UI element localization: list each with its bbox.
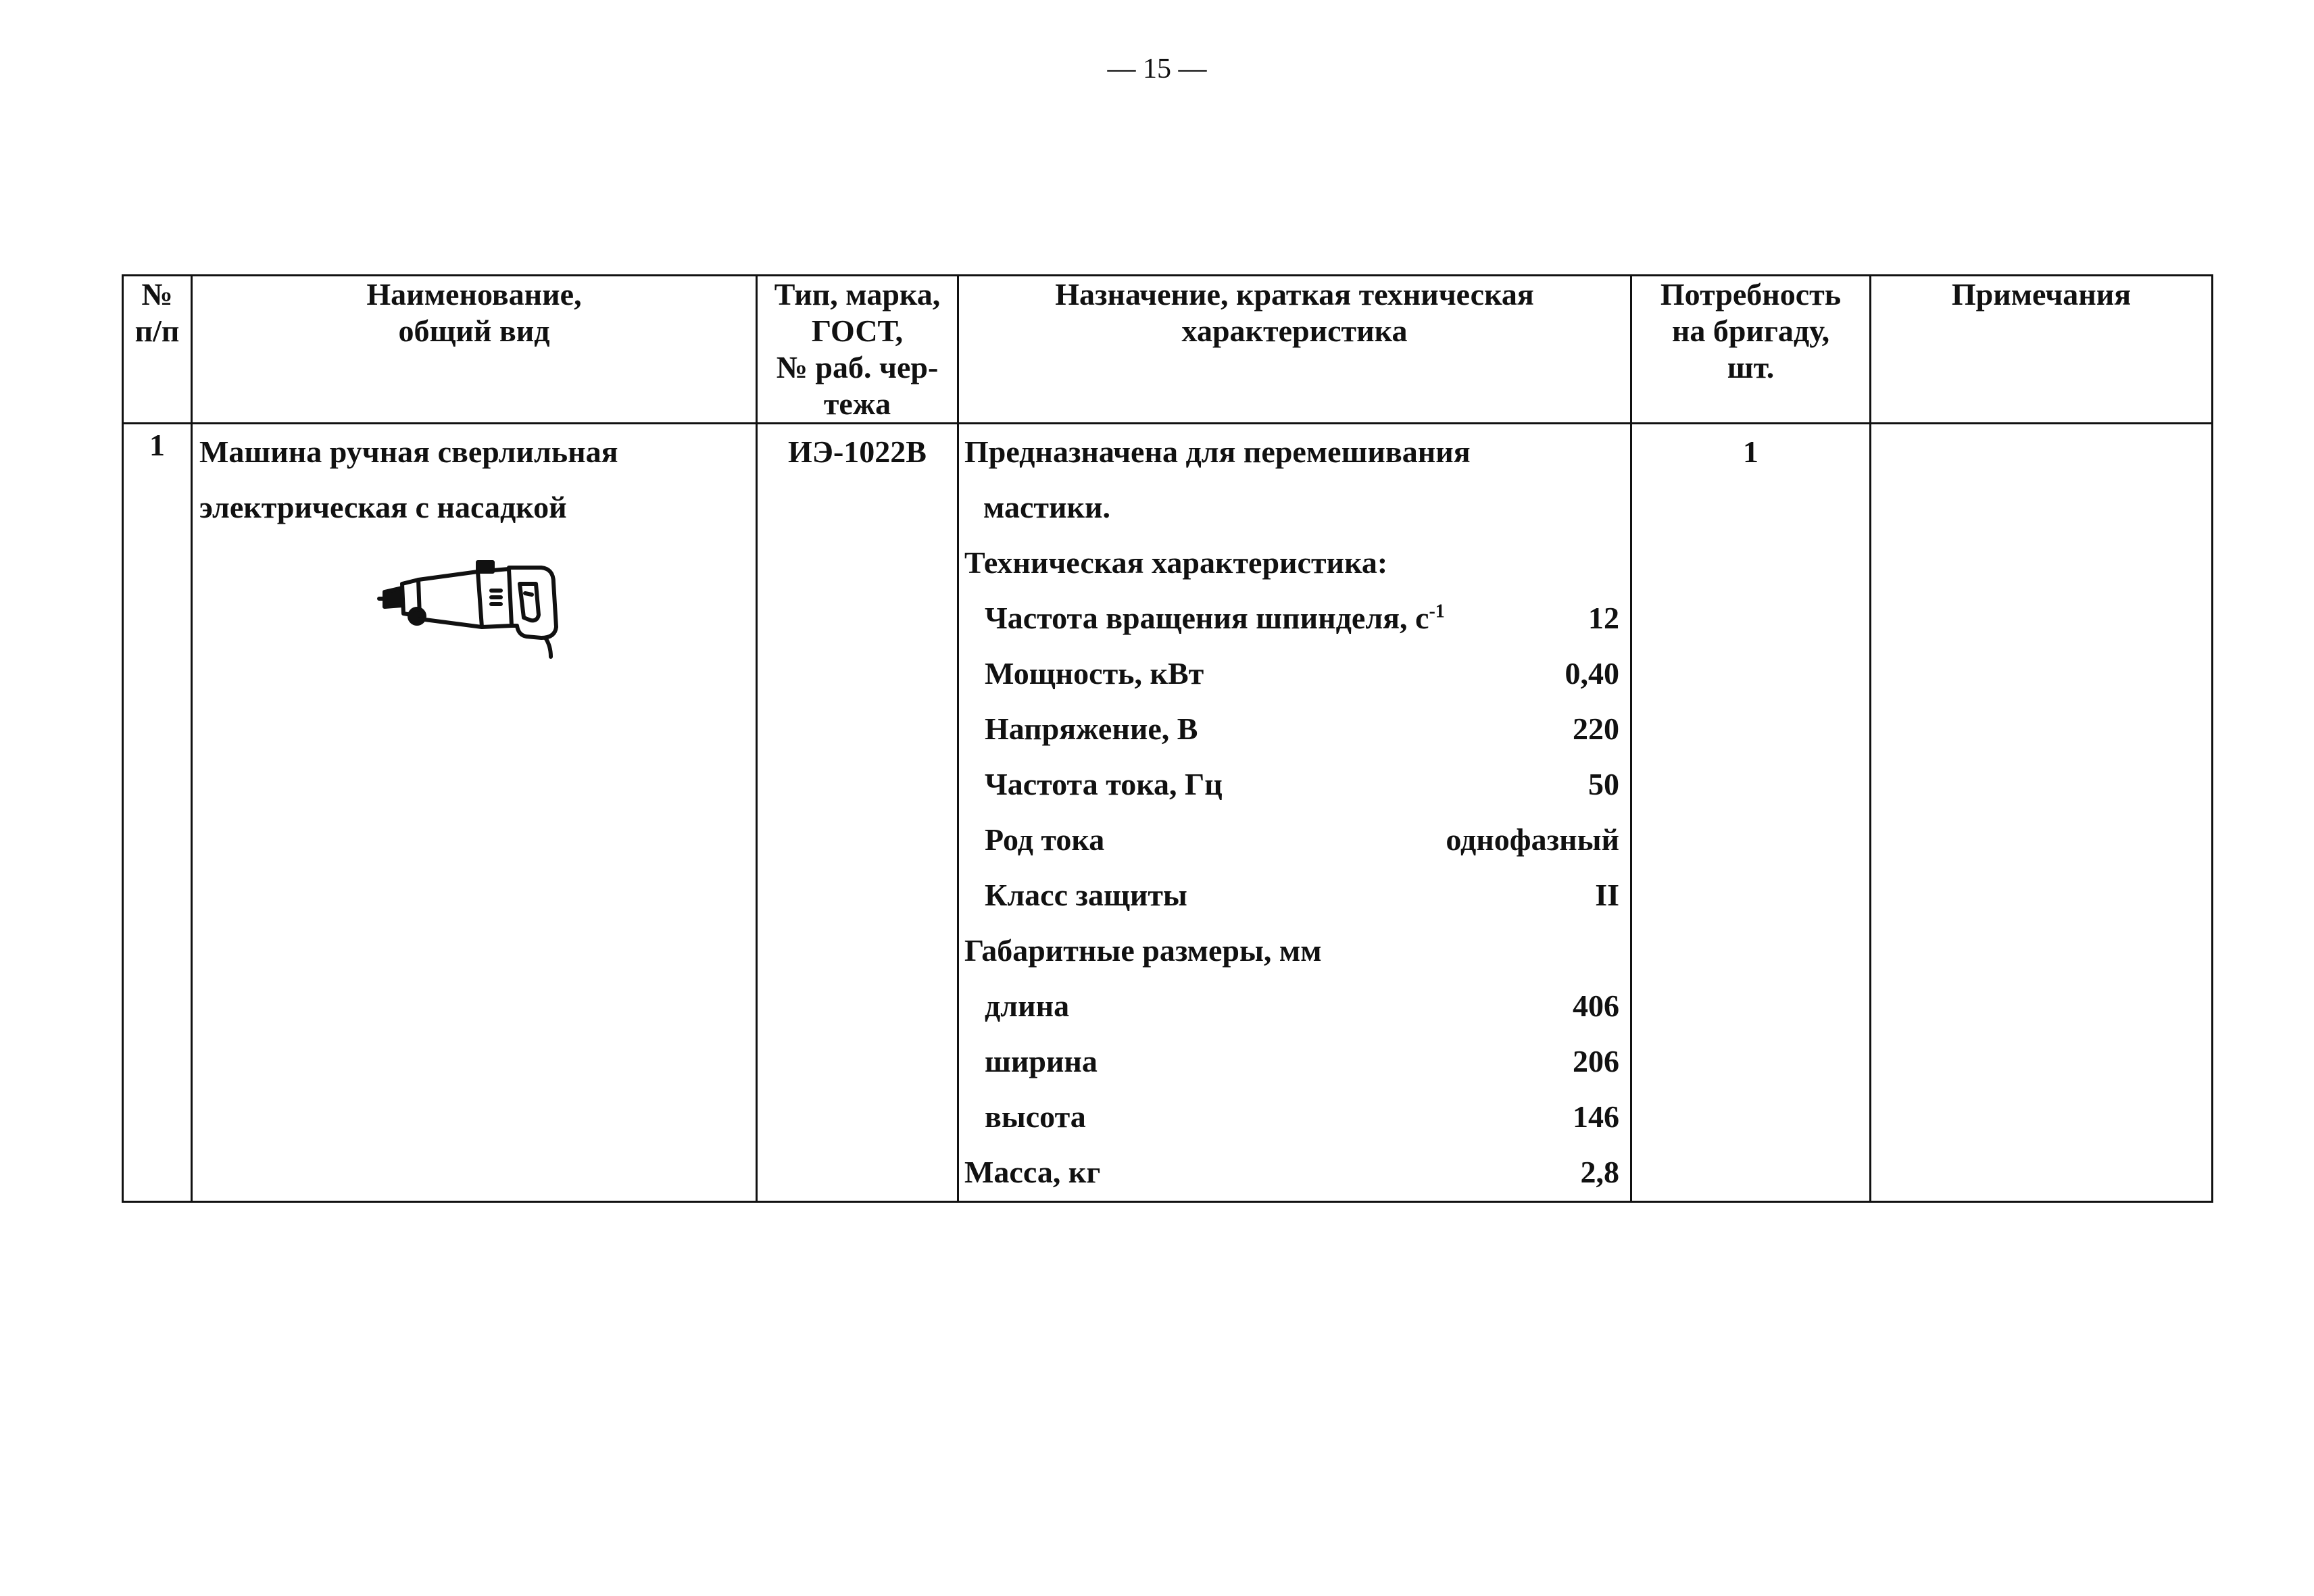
- dim-label: длина: [985, 989, 1070, 1023]
- purpose-line: [964, 424, 1619, 480]
- dim-label: ширина: [985, 1044, 1098, 1078]
- header-name: [192, 276, 757, 424]
- row-type: ИЭ-1022В: [757, 424, 958, 1202]
- spec-line: [964, 812, 1619, 868]
- table-row: [123, 424, 2213, 1202]
- header-need-line: шт.: [1727, 350, 1775, 384]
- mass-line: [964, 1145, 1619, 1200]
- dim-line: [964, 978, 1619, 1034]
- row-notes: [1871, 424, 2213, 1202]
- table-header-row: [123, 276, 2213, 424]
- spec-label: [985, 591, 1445, 646]
- purpose-line: [964, 480, 1619, 535]
- header-num-line: п/п: [134, 314, 180, 348]
- dim-label: высота: [985, 1099, 1086, 1134]
- spec-line: [964, 701, 1619, 757]
- header-type: [757, 276, 958, 424]
- spindle-unit-sup: -1: [1429, 601, 1445, 622]
- spec-value: 50: [1588, 767, 1619, 801]
- header-notes: [1871, 276, 2213, 424]
- spec-value: однофазный: [1446, 822, 1619, 857]
- spec-value: 0,40: [1565, 656, 1619, 691]
- purpose-text: Предназначена для перемешивания: [964, 434, 1471, 469]
- mass-label: Масса, кг: [964, 1155, 1101, 1189]
- spec-line: [964, 591, 1619, 646]
- header-notes-line: Примечания: [1951, 277, 2132, 311]
- dim-value: 146: [1573, 1099, 1619, 1134]
- dim-value: 206: [1573, 1044, 1619, 1078]
- dims-heading: [964, 923, 1619, 978]
- row-num: 1: [123, 424, 192, 1202]
- dims-heading-text: Габаритные размеры, мм: [964, 933, 1322, 968]
- tech-heading-text: Техническая характеристика:: [964, 545, 1388, 580]
- equipment-table: [122, 274, 2213, 1203]
- spec-line: [964, 757, 1619, 812]
- illustration: [199, 551, 756, 667]
- spec-label: Род тока: [985, 822, 1105, 857]
- page-number: — 15 —: [1107, 53, 1207, 84]
- header-num-line: №: [141, 277, 173, 311]
- row-name-line: Машина ручная сверлильная: [199, 434, 618, 469]
- dim-line: [964, 1034, 1619, 1089]
- dim-line: [964, 1089, 1619, 1145]
- electric-drill-icon: [376, 551, 572, 659]
- tech-heading: [964, 535, 1619, 591]
- dim-value: 406: [1573, 989, 1619, 1023]
- spec-label: Частота тока, Гц: [985, 767, 1223, 801]
- purpose-text: мастики.: [983, 490, 1111, 524]
- header-num: [123, 276, 192, 424]
- spec-label: Мощность, кВт: [985, 656, 1204, 691]
- header-purpose-line: характеристика: [1181, 314, 1408, 348]
- header-need-line: на бригаду,: [1671, 314, 1830, 348]
- spec-value: 220: [1573, 712, 1619, 746]
- header-purpose: [958, 276, 1631, 424]
- spindle-label-text: Частота вращения шпинделя, с: [985, 601, 1429, 635]
- mass-value: 2,8: [1580, 1155, 1619, 1189]
- header-type-line: № раб. чер-: [776, 350, 939, 384]
- spec-line: [964, 868, 1619, 923]
- row-need: 1: [1631, 424, 1871, 1202]
- header-name-line: общий вид: [398, 314, 550, 348]
- header-name-line: Наименование,: [366, 277, 582, 311]
- spec-label: Класс защиты: [985, 878, 1187, 912]
- spec-value: 12: [1588, 601, 1619, 635]
- header-purpose-line: Назначение, краткая техническая: [1055, 277, 1534, 311]
- header-need: [1631, 276, 1871, 424]
- row-purpose: [958, 424, 1631, 1202]
- header-type-line: Тип, марка,: [774, 277, 941, 311]
- header-type-line: ГОСТ,: [811, 314, 904, 348]
- header-need-line: Потребность: [1660, 277, 1842, 311]
- row-name-line: электрическая с насадкой: [199, 490, 567, 524]
- row-name: [192, 424, 757, 1202]
- header-type-line: тежа: [823, 386, 891, 421]
- spec-value: II: [1595, 878, 1619, 912]
- spec-label: Напряжение, В: [985, 712, 1198, 746]
- spec-line: [964, 646, 1619, 701]
